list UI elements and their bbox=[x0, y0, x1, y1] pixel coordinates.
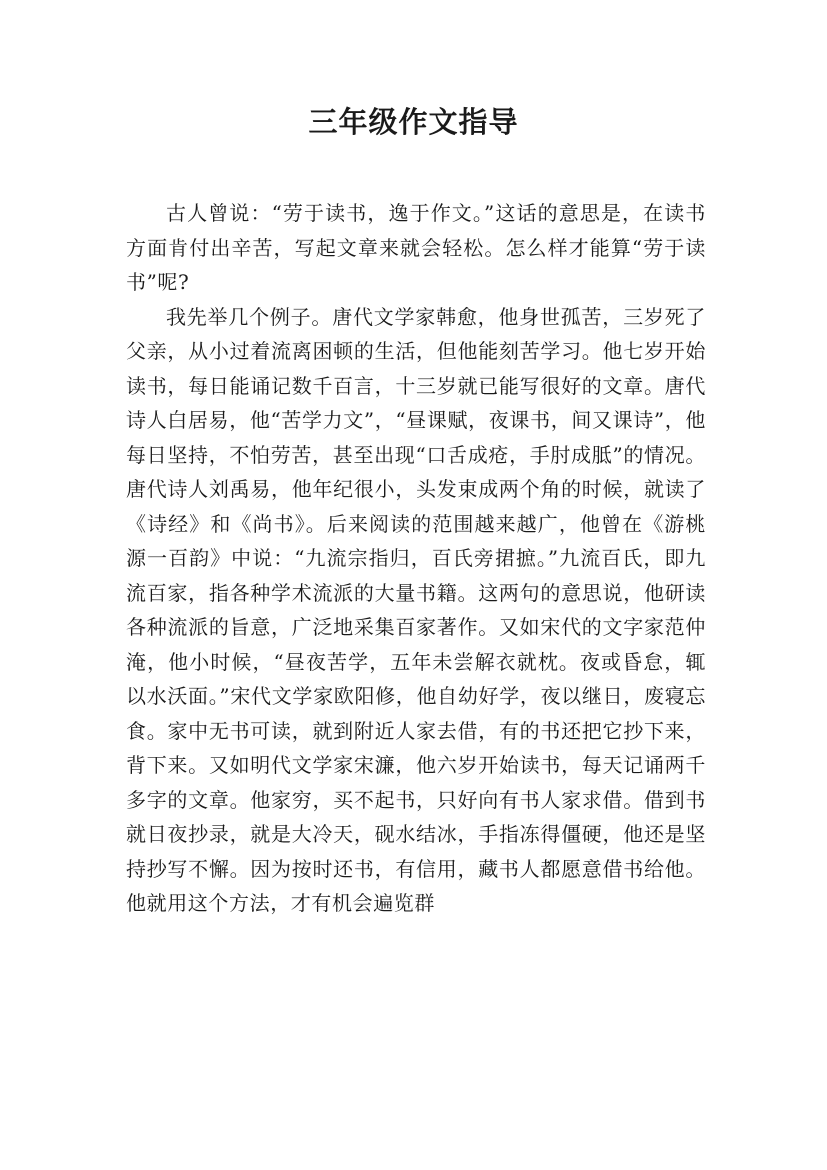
document-title: 三年级作文指导 bbox=[308, 105, 519, 139]
paragraph-examples: 我先举几个例子。唐代文学家韩愈，他身世孤苦，三岁死了父亲，从小过着流离困顿的生活，但他能刻苦学习。他七岁开始读书，每日能诵记数千百言，十三岁就已能写很好的文章。唐代诗人白居易，他“苦学力文”，“昼课赋，夜课书，间又课诗”，他每日坚持，不怕劳苦，甚至出现“口舌成疮，手肘成胝”的情况。唐代诗人刘禹易，他年纪很小，头发束成两个角的时候，就读了《诗经》和《尚书》。后来阅读的范围越来越广，他曾在《游桃源一百韵》中说：“九流宗指归，百氏旁捃摭。”九流百氏，即九流百家，指各种学术流派的大量书籍。这两句的意思说，他研读各种流派的旨意，广泛地采集百家著作。又如宋代的文字家范仲淹，他小时候，“昼夜苦学，五年未尝解衣就枕。夜或昏怠，辄以水沃面。”宋代文学家欧阳修，他自幼好学，夜以继日，废寝忘食。家中无书可读，就到附近人家去借，有的书还把它抄下来，背下来。又如明代文学家宋濂，他六岁开始读书，每天记诵两千多字的文章。他家穷，买不起书，只好向有书人家求借。借到书就日夜抄录，就是大冷天，砚水结冰，手指冻得僵硬，他还是坚持抄写不懈。因为按时还书，有信用，藏书人都愿意借书给他。他就用这个方法，才有机会遍览群 bbox=[126, 304, 706, 915]
paragraph-intro: 古人曾说：“劳于读书，逸于作文。”这话的意思是，在读书方面肯付出辛苦，写起文章来就会轻松。怎么样才能算“劳于读书”呢? bbox=[126, 201, 706, 294]
document-body bbox=[126, 196, 706, 921]
